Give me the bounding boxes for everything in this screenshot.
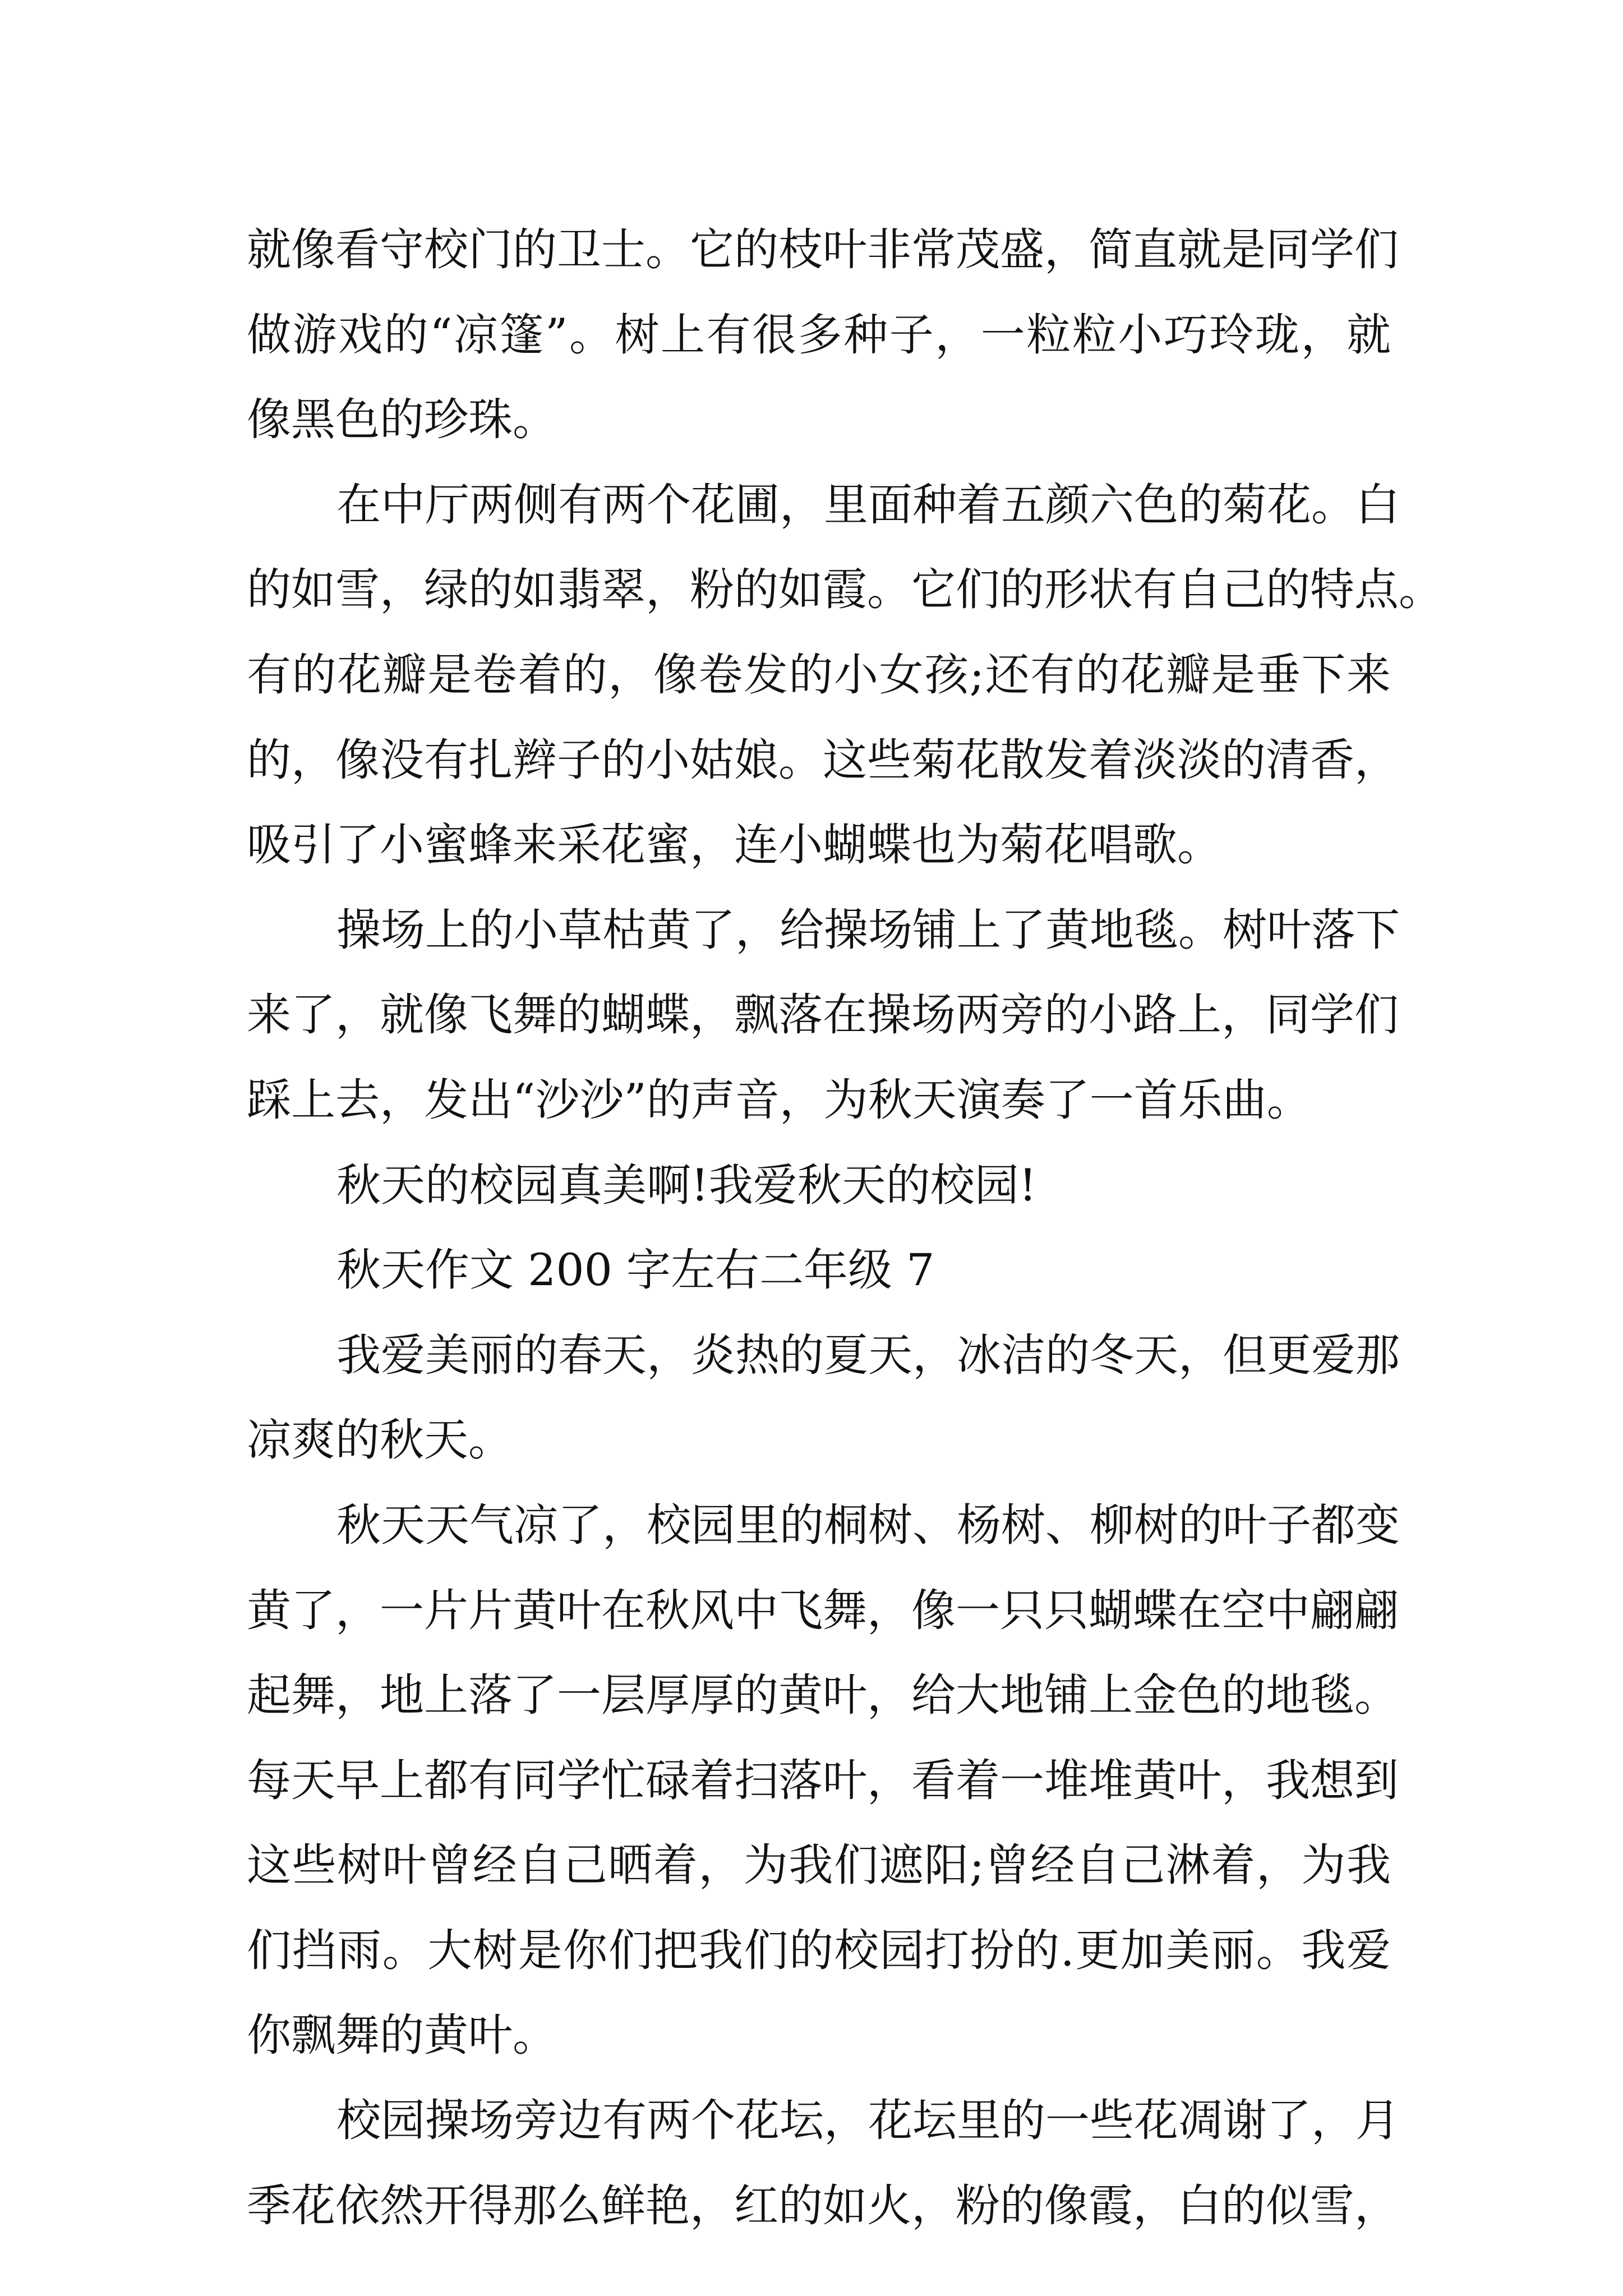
section-title: 秋天作文 200 字左右二年级 7 — [336, 1244, 935, 1296]
text-line: 校园操场旁边有两个花坛，花坛里的一些花凋谢了，月 — [336, 2095, 1400, 2147]
text-line: 秋天天气凉了，校园里的桐树、杨树、柳树的叶子都变 — [336, 1499, 1400, 1551]
text-line: 们挡雨。大树是你们把我们的校园打扮的.更加美丽。我爱 — [247, 1924, 1391, 1976]
text-line: 季花依然开得那么鲜艳，红的如火，粉的像霞，白的似雪， — [247, 2179, 1399, 2231]
text-line: 有的花瓣是卷着的，像卷发的小女孩;还有的花瓣是垂下来 — [247, 648, 1391, 701]
document-body — [247, 208, 1443, 2248]
text-line: 做游戏的“凉篷”。树上有很多种子，一粒粒小巧玲珑，就 — [247, 309, 1391, 361]
text-line: 起舞，地上落了一层厚厚的黄叶，给大地铺上金色的地毯。 — [247, 1669, 1399, 1722]
text-line: 在中厅两侧有两个花圃，里面种着五颜六色的菊花。白 — [336, 478, 1400, 531]
text-line: 操场上的小草枯黄了，给操场铺上了黄地毯。树叶落下 — [336, 904, 1400, 956]
text-line: 来了，就像飞舞的蝴蝶，飘落在操场两旁的小路上，同学们 — [247, 989, 1399, 1041]
text-line: 就像看守校门的卫士。它的枝叶非常茂盛，简直就是同学们 — [247, 224, 1399, 275]
text-line: 吸引了小蜜蜂来采花蜜，连小蝴蝶也为菊花唱歌。 — [247, 819, 1221, 871]
text-line: 凉爽的秋天。 — [247, 1414, 513, 1466]
text-line: 的如雪，绿的如翡翠，粉的如霞。它们的形状有自己的特点。 — [247, 564, 1443, 616]
text-line: 每天早上都有同学忙碌着扫落叶，看着一堆堆黄叶，我想到 — [247, 1754, 1399, 1806]
text-line: 我爱美丽的春天，炎热的夏天，冰洁的冬天，但更爱那 — [336, 1329, 1400, 1381]
text-line: 的，像没有扎辫子的小姑娘。这些菊花散发着淡淡的清香， — [247, 734, 1399, 786]
text-line: 像黑色的珍珠。 — [247, 394, 557, 446]
text-line: 你飘舞的黄叶。 — [247, 2009, 557, 2062]
text-line: 这些树叶曾经自己晒着，为我们遮阳;曾经自己淋着，为我 — [247, 1839, 1391, 1892]
text-line: 黄了，一片片黄叶在秋风中飞舞，像一只只蝴蝶在空中翩翩 — [247, 1584, 1399, 1636]
text-line: 秋天的校园真美啊!我爱秋天的校园! — [336, 1159, 1037, 1211]
text-line: 踩上去，发出“沙沙”的声音，为秋天演奏了一首乐曲。 — [247, 1074, 1311, 1126]
